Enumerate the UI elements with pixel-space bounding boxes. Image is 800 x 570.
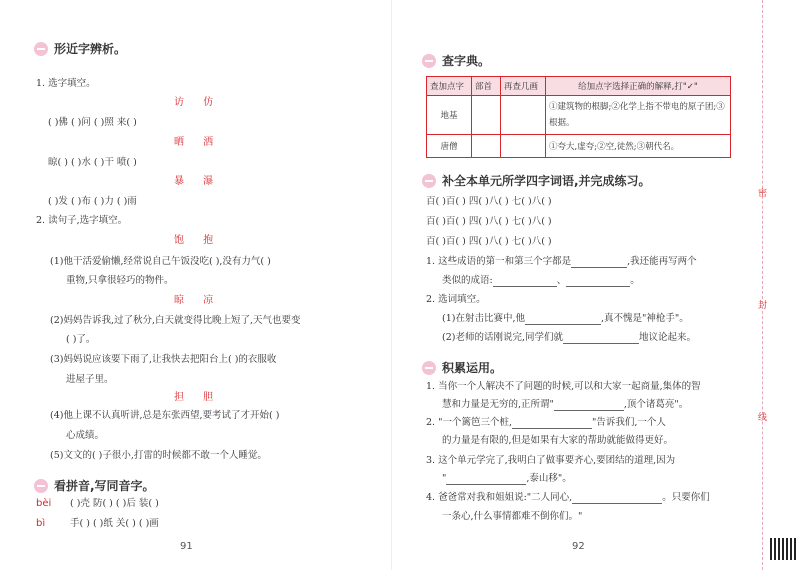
question-text: ,泰山移"。 <box>526 473 572 484</box>
question-text: 一条心,什么事情都难不倒你们。" <box>442 511 583 522</box>
table-cell[interactable] <box>472 96 501 135</box>
table-row <box>427 96 731 135</box>
sentence: (4)他上课不认真听讲,总是东张西望,要考试了才开始( ) <box>50 410 280 421</box>
table-header: 部首 <box>472 77 501 96</box>
question-label: 1. 选字填空。 <box>36 78 96 89</box>
question-label: 2. 读句子,选字填空。 <box>36 215 128 226</box>
question-text: " <box>442 473 447 484</box>
question-text: ,我还能再写两个 <box>627 256 697 267</box>
question-text: 2. "一个篱笆三个桩, <box>426 417 512 428</box>
question-text: "告诉我们,一个人 <box>591 417 666 428</box>
sentence: (5)文文的( )子很小,打雷的时候都不敢一个人睡觉。 <box>50 450 267 461</box>
table-header: 再查几画 <box>501 77 546 96</box>
question-text: 1. 这些成语的第一和第三个字都是 <box>426 256 572 267</box>
answer-blank[interactable] <box>446 474 526 485</box>
separator: 、 <box>556 275 567 286</box>
question-text: 4. 爸爸常对我和姐姐说:"二人同心, <box>426 492 573 503</box>
section-header <box>34 40 126 57</box>
table-cell: ①夸大,虚夸;②空,徒然;③朝代名。 <box>546 135 731 158</box>
question-text: ,真不愧是"神枪手"。 <box>600 313 689 324</box>
answer-blank[interactable] <box>493 276 557 287</box>
section-title: 补全本单元所学四字词语,并完成练习。 <box>442 174 651 188</box>
table-cell[interactable] <box>501 96 546 135</box>
page-fold <box>391 0 392 570</box>
char-group: 晒 洒 <box>174 137 222 148</box>
table-cell[interactable] <box>501 135 546 158</box>
section-icon <box>34 479 48 493</box>
fill-line: ( )发 ( )布 ( )力 ( )雨 <box>48 196 137 207</box>
idiom-line: 百( )百( ) 四( )八( ) 七( )八( ) <box>426 216 552 227</box>
sentence: 心成绩。 <box>66 430 105 441</box>
question <box>442 275 640 287</box>
answer-blank[interactable] <box>563 333 639 344</box>
binding-line <box>762 0 764 570</box>
section-header <box>422 172 651 189</box>
question-text: 慧和力量是无穷的,正所谓" <box>442 399 554 410</box>
answer-blank[interactable] <box>571 257 627 268</box>
sentence: 进屋子里。 <box>66 374 114 385</box>
char-group: 担 胆 <box>174 392 222 403</box>
section-title: 查字典。 <box>442 54 491 68</box>
char-group: 访 仿 <box>174 97 222 108</box>
section-title: 看拼音,写同音字。 <box>54 479 155 493</box>
margin-label: 线 <box>758 413 768 423</box>
sentence: ( )了。 <box>66 334 96 345</box>
qr-code-icon <box>770 538 796 560</box>
section-icon <box>422 54 436 68</box>
sentence: (2)妈妈告诉我,过了秋分,白天就变得比晚上短了,天气也要变 <box>50 315 301 326</box>
question-text: 1. 当你一个人解决不了问题的时候,可以和大家一起商量,集体的智 <box>426 381 701 392</box>
question <box>442 473 572 485</box>
question-text: 的力量是有限的,但是如果有大家的帮助就能做得更好。 <box>442 435 674 446</box>
pinyin: bèi <box>36 498 52 509</box>
sentence: (3)妈妈说应该要下雨了,让我快去把阳台上( )的衣服收 <box>50 354 277 365</box>
question <box>442 332 696 344</box>
answer-blank[interactable] <box>566 276 630 287</box>
left-page <box>0 0 385 570</box>
answer-blank[interactable] <box>512 418 592 429</box>
pinyin: bì <box>36 518 46 529</box>
table-row <box>427 135 731 158</box>
fill-line: 手( ) ( )纸 关( ) ( )画 <box>70 518 159 529</box>
answer-blank[interactable] <box>525 314 601 325</box>
question-label: 2. 选词填空。 <box>426 294 486 305</box>
fill-line: ( )佛 ( )问 ( )照 来( ) <box>48 117 137 128</box>
idiom-line: 百( )百( ) 四( )八( ) 七( )八( ) <box>426 196 552 207</box>
question-text: (1)在射击比赛中,他 <box>442 313 525 324</box>
table-header: 查加点字 <box>427 77 472 96</box>
question <box>426 417 666 429</box>
answer-blank[interactable] <box>572 493 662 504</box>
section-icon <box>422 361 436 375</box>
fill-line: ( )壳 防( ) ( )后 装( ) <box>70 498 159 509</box>
question <box>426 256 697 268</box>
table-cell: 唐僧 <box>427 135 472 158</box>
page-number: 92 <box>572 541 585 552</box>
section-icon <box>422 174 436 188</box>
question-text: 。 <box>630 275 640 286</box>
fill-line: 晾( ) ( )水 ( )干 喷( ) <box>48 157 137 168</box>
idiom-line: 百( )百( ) 四( )八( ) 七( )八( ) <box>426 236 552 247</box>
table-cell[interactable] <box>472 135 501 158</box>
question-text: 地议论起来。 <box>638 332 696 343</box>
question <box>442 313 689 325</box>
question-text: ,顶个诸葛亮"。 <box>623 399 689 410</box>
char-group: 暴 瀑 <box>174 176 222 187</box>
table-header-row <box>427 77 731 96</box>
char-group: 晾 凉 <box>174 295 222 306</box>
section-title: 积累运用。 <box>442 361 503 375</box>
question <box>442 399 688 411</box>
question <box>426 492 710 504</box>
answer-blank[interactable] <box>554 400 624 411</box>
table-cell: ①建筑物的根脚;②化学上指不带电的原子团;③根据。 <box>546 96 731 135</box>
section-title: 形近字辨析。 <box>54 42 127 56</box>
margin-label: 封 <box>758 301 768 311</box>
question-text: (2)老师的话刚说完,同学们就 <box>442 332 563 343</box>
section-icon <box>34 42 48 56</box>
dictionary-table <box>426 76 731 158</box>
section-header <box>422 52 490 69</box>
table-header: 给加点字选择正确的解释,打"✓" <box>546 77 731 96</box>
section-header <box>34 477 155 494</box>
question-text: 类似的成语: <box>442 275 493 286</box>
margin-label: 密 <box>758 189 768 199</box>
section-header <box>422 359 502 376</box>
table-cell: 地基 <box>427 96 472 135</box>
question-text: 。只要你们 <box>662 492 710 503</box>
page-number: 91 <box>180 541 193 552</box>
sentence: (1)他干活爱偷懒,经常说自己午饭没吃( ),没有力气( ) <box>50 256 271 267</box>
sentence: 重物,只拿很轻巧的物件。 <box>66 275 174 286</box>
question-text: 3. 这个单元学完了,我明白了做事要齐心,要团结的道理,因为 <box>426 455 676 466</box>
char-group: 饱 抱 <box>174 235 222 246</box>
